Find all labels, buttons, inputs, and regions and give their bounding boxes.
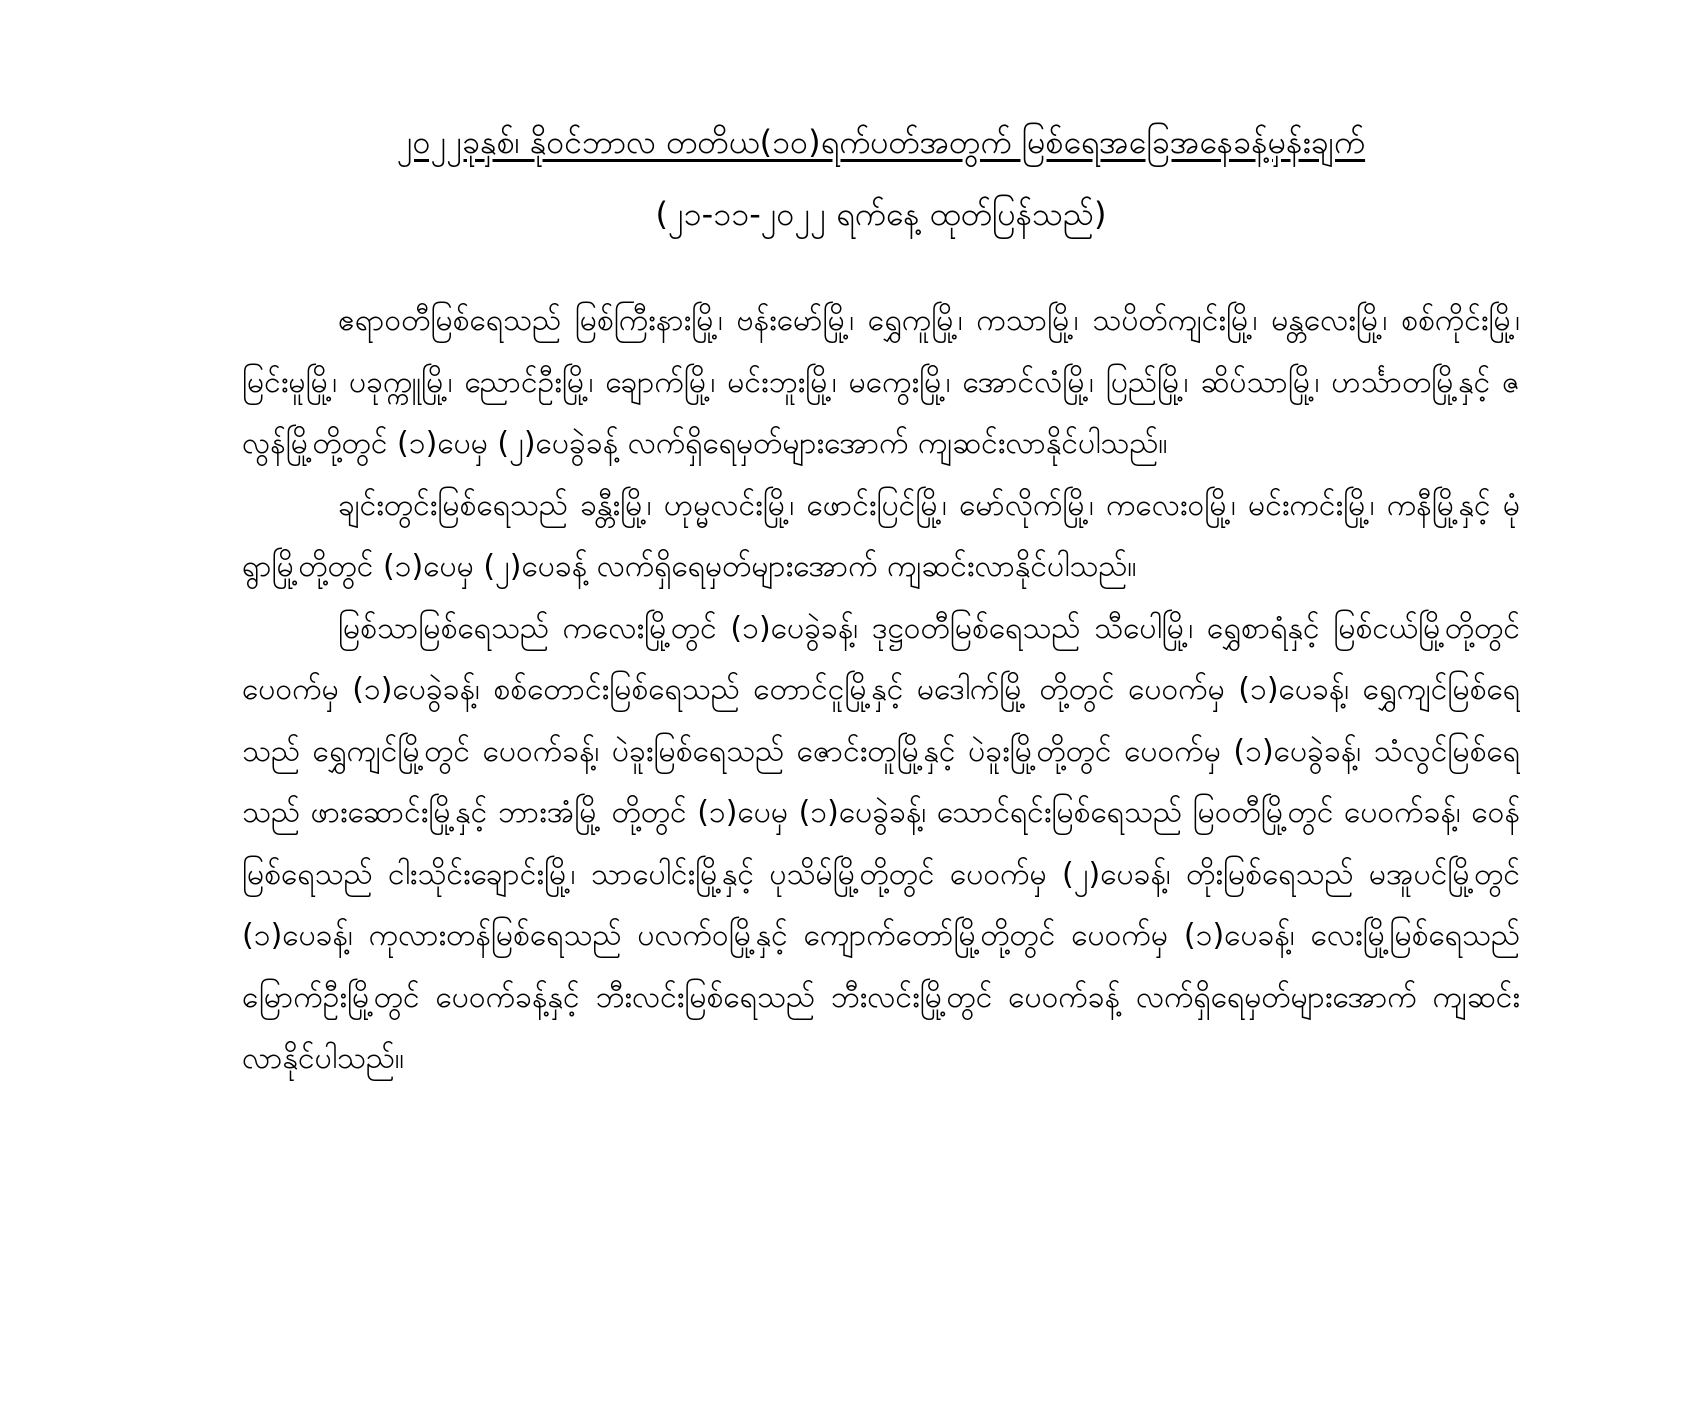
document-page — [242, 112, 1520, 1332]
paragraph-chindwin: ချင်းတွင်းမြစ်ရေသည် ခန္တီးမြို့၊ ဟုမ္မလင်းမြို့၊ ဖောင်းပြင်မြို့၊ မော်လိုက်မြို့၊ ကလေးဝမြို့၊ မင်းကင်းမြို့၊ ကနီမြို့နှင့် မုံရွာမြို့တို့တွင် (၁)ပေမှ (၂)ပေခန့် လက်ရှိရေမှတ်များအောက် ကျဆင်းလာနိုင်ပါသည်။ — [242, 487, 1520, 584]
paragraph-irrawaddy: ဧရာဝတီမြစ်ရေသည် မြစ်ကြီးနားမြို့၊ ဗန်းမော်မြို့၊ ရွှေကူမြို့၊ ကသာမြို့၊ သပိတ်ကျင်းမြို့၊ မန္တလေးမြို့၊ စစ်ကိုင်းမြို့၊ မြင်းမူမြို့၊ ပခုက္ကူမြို့၊ ညောင်ဦးမြို့၊ ချောက်မြို့၊ မင်းဘူးမြို့၊ မကွေးမြို့၊ အောင်လံမြို့၊ ပြည်မြို့၊ ဆိပ်သာမြို့၊ ဟင်္သာတမြို့နှင့် ဇလွန်မြို့တို့တွင် (၁)ပေမှ (၂)ပေခွဲခန့် လက်ရှိရေမှတ်များအောက် ကျဆင်းလာနိုင်ပါသည်။ — [242, 303, 1520, 461]
document-title: ၂၀၂၂ခုနှစ်၊ နိုဝင်ဘာလ တတိယ(၁၀)ရက်ပတ်အတွက် မြစ်ရေအခြေအနေခန့်မှန်းချက် — [396, 123, 1366, 161]
paragraph-other-rivers: မြစ်သာမြစ်ရေသည် ကလေးမြို့တွင် (၁)ပေခွဲခန့်၊ ဒုဋ္ဌဝတီမြစ်ရေသည် သီပေါမြို့၊ ရွှေစာရံနှင့် မြစ်ငယ်မြို့တို့တွင် ပေဝက်မှ (၁)ပေခွဲခန့်၊ စစ်တောင်းမြစ်ရေသည် တောင်ငူမြို့နှင့် မဒေါက်မြို့ တို့တွင် ပေဝက်မှ (၁)ပေခန့်၊ ရွှေကျင်မြစ်ရေသည် ရွှေကျင်မြို့တွင် ပေဝက်ခန့်၊ ပဲခူးမြစ်ရေသည် ဇောင်းတူမြို့နှင့် ပဲခူးမြို့တို့တွင် ပေဝက်မှ (၁)ပေခွဲခန့်၊ သံလွင်မြစ်ရေသည် ဖားဆောင်းမြို့နှင့် ဘားအံမြို့ တို့တွင် (၁)ပေမှ (၁)ပေခွဲခန့်၊ သောင်ရင်းမြစ်ရေသည် မြဝတီမြို့တွင် ပေဝက်ခန့်၊ ဝေန်မြစ်ရေသည် ငါးသိုင်းချောင်းမြို့၊ သာပေါင်းမြို့နှင့် ပုသိမ်မြို့တို့တွင် ပေဝက်မှ (၂)ပေခန့်၊ တိုးမြစ်ရေသည် မအူပင်မြို့တွင် (၁)ပေခန့်၊ ကုလားတန်မြစ်ရေသည် ပလက်ဝမြို့နှင့် ကျောက်တော်မြို့တို့တွင် ပေဝက်မှ (၁)ပေခန့်၊ လေးမြို့မြစ်ရေသည် မြောက်ဦးမြို့တွင် ပေဝက်ခန့်နှင့် ဘီးလင်းမြစ်ရေသည် ဘီးလင်းမြို့တွင် ပေဝက်ခန့် လက်ရှိရေမှတ်များအောက် ကျဆင်းလာနိုင်ပါသည်။ — [242, 610, 1520, 1076]
document-subtitle: (၂၁-၁၁-၂၀၂၂ ရက်နေ့ ထုတ်ပြန်သည်) — [655, 195, 1107, 233]
